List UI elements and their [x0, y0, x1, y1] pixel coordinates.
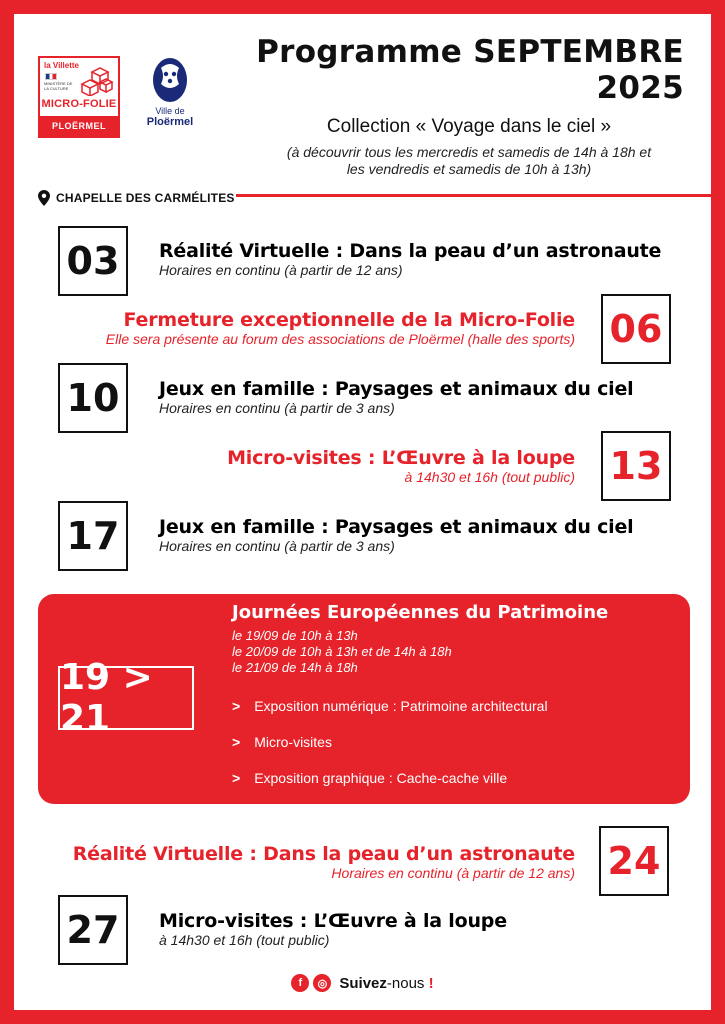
- micro-folie-city: PLOËRMEL: [40, 116, 118, 136]
- event-27: [159, 910, 507, 948]
- la-villette-label: la Villette: [44, 61, 79, 70]
- event-17: [159, 516, 633, 554]
- event-title: Jeux en famille : Paysages et animaux du ciel: [159, 378, 634, 400]
- french-flag-icon: [45, 73, 57, 80]
- ville-ploermel-logo: [142, 54, 198, 144]
- micro-folie-name: MICRO-FOLIE: [41, 98, 117, 110]
- patrimoine-item: [232, 734, 548, 770]
- patrimoine-item-label: Micro-visites: [254, 734, 332, 750]
- patrimoine-title: Journées Européennes du Patrimoine: [232, 602, 609, 623]
- facebook-icon[interactable]: f: [291, 974, 309, 992]
- patrimoine-date: le 21/09 de 14h à 18h: [232, 660, 358, 675]
- date-box-27: 27: [58, 895, 128, 965]
- patrimoine-dates: [232, 628, 452, 676]
- date-box-10: 10: [58, 363, 128, 433]
- event-title: Fermeture exceptionnelle de la Micro-Folie: [123, 309, 575, 331]
- event-title: Réalité Virtuelle : Dans la peau d’un astronaute: [72, 843, 575, 865]
- follow-rest: -nous: [386, 974, 425, 992]
- page-title: Programme SEPTEMBRE 2025: [256, 34, 684, 106]
- follow-bold: Suivez: [339, 974, 387, 992]
- event-subtitle: à 14h30 et 16h (tout public): [404, 469, 575, 485]
- event-subtitle: Horaires en continu (à partir de 12 ans): [159, 262, 403, 278]
- event-24: [73, 843, 575, 881]
- event-title: Micro-visites : L’Œuvre à la loupe: [227, 447, 575, 469]
- patrimoine-date: le 19/09 de 10h à 13h: [232, 628, 358, 643]
- event-06: [106, 309, 575, 347]
- ministere-label: MINISTÈRE DE LA CULTURE: [44, 81, 73, 91]
- date-box-03: 03: [58, 226, 128, 296]
- event-title: Micro-visites : L’Œuvre à la loupe: [159, 910, 507, 932]
- ermine-crest-icon: [151, 54, 189, 104]
- event-subtitle: Horaires en continu (à partir de 12 ans): [331, 865, 575, 881]
- follow-text: [339, 975, 433, 992]
- arrow-icon: >: [232, 698, 241, 714]
- map-pin-icon: [38, 190, 50, 206]
- patrimoine-item: [232, 698, 548, 734]
- collection-note-line2: les vendredis et samedis de 10h à 13h): [346, 161, 592, 177]
- arrow-icon: >: [232, 734, 241, 750]
- event-title: Jeux en famille : Paysages et animaux du ciel: [159, 516, 634, 538]
- location: [38, 190, 235, 206]
- collection-note-line1: (à découvrir tous les mercredis et samedis de 14h à 18h et: [286, 144, 652, 160]
- event-subtitle: à 14h30 et 16h (tout public): [159, 932, 330, 948]
- event-subtitle: Elle sera présente au forum des associations de Ploërmel (halle des sports): [105, 331, 575, 347]
- event-13: [227, 447, 575, 485]
- location-label: CHAPELLE DES CARMÉLITES: [56, 191, 235, 205]
- patrimoine-item-label: Exposition numérique : Patrimoine architectural: [254, 698, 548, 714]
- patrimoine-item-label: Exposition graphique : Cache-cache ville: [254, 770, 508, 786]
- date-box-19-21: 19 > 21: [58, 666, 194, 730]
- cubes-icon: [78, 62, 114, 96]
- follow-us: [14, 974, 711, 992]
- event-subtitle: Horaires en continu (à partir de 3 ans): [159, 538, 395, 554]
- divider-line: [236, 194, 711, 197]
- ville-name-label: Ploërmel: [146, 116, 194, 128]
- date-box-17: 17: [58, 501, 128, 571]
- event-10: [159, 378, 633, 416]
- date-box-13: 13: [601, 431, 671, 501]
- follow-excl: !: [428, 974, 434, 992]
- patrimoine-items: [232, 698, 548, 806]
- micro-folie-logo: [38, 56, 120, 138]
- ville-de-label: Ville de: [155, 106, 185, 116]
- date-box-24: 24: [599, 826, 669, 896]
- arrow-icon: >: [232, 770, 241, 786]
- collection-title: Collection « Voyage dans le ciel »: [326, 116, 612, 137]
- patrimoine-date: le 20/09 de 10h à 13h et de 14h à 18h: [232, 644, 452, 659]
- event-03: [159, 240, 661, 278]
- poster-page: [14, 14, 711, 1010]
- patrimoine-block: [38, 594, 690, 804]
- event-subtitle: Horaires en continu (à partir de 3 ans): [159, 400, 395, 416]
- collection-note: [244, 144, 694, 178]
- patrimoine-item: [232, 770, 548, 806]
- event-title: Réalité Virtuelle : Dans la peau d’un astronaute: [159, 240, 662, 262]
- date-box-06: 06: [601, 294, 671, 364]
- instagram-icon[interactable]: ◎: [313, 974, 331, 992]
